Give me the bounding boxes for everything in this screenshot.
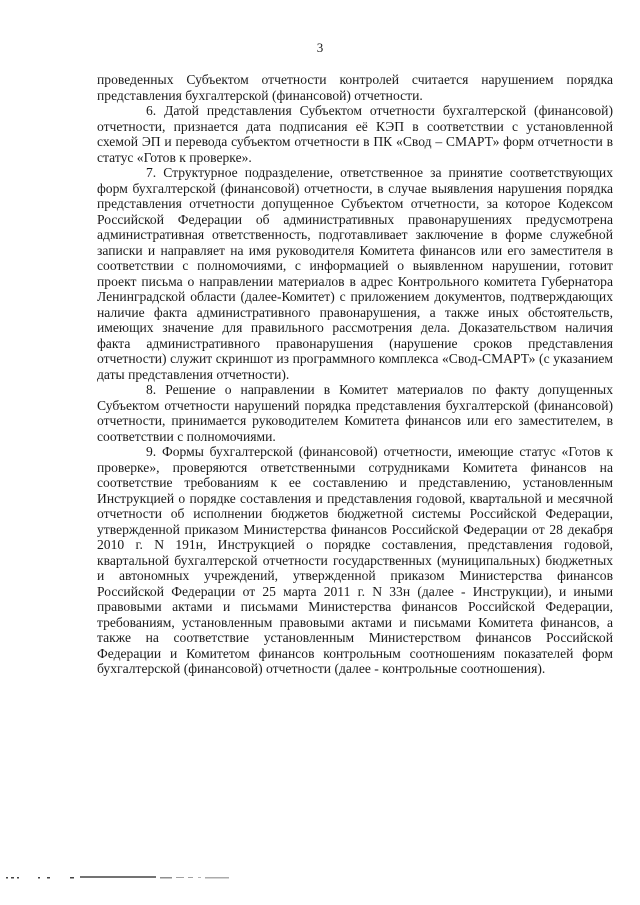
paragraph-6-date-of-submission: 6. Датой представления Субъектом отчетности бухгалтерской (финансовой) отчетности, признается дата подписания её КЭП в соответствии с установленной схемой ЭП и перевода субъектом отчетности в ПК «Свод – СМАРТ» форм отчетности в статус «Готов к проверке». [97, 103, 613, 165]
paragraph-continuation: проведенных Субъектом отчетности контролей считается нарушением порядка представления бухгалтерской (финансовой) отчетности. [97, 72, 613, 103]
paragraph-7-violation-handling: 7. Структурное подразделение, ответственное за принятие соответствующих форм бухгалтерской (финансовой) отчетности, в случае выявления нарушения порядка представления отчетности допущенное Субъектом отчетности, за которое Кодексом Российской Федерации об административных правонарушениях предусмотрена административная ответственность, подготавливает заключение в форме служебной записки и направляет на имя руководителя Комитета финансов или его заместителя в соответствии с полномочиями, с информацией о выявленном нарушении, готовит проект письма о направлении материалов в адрес Контрольного комитета Губернатора Ленинградской области (далее-Комитет) с приложением документов, подтверждающих наличие факта административного правонарушения, а также иных обстоятельств, имеющих значение для правильного рассмотрения дела. Доказательством наличия факта административного правонарушения (нарушение сроков представления отчетности) служит скриншот из программного комплекса «Свод-СМАРТ» (с указанием даты представления отчетности). [97, 165, 613, 382]
paragraph-9-form-verification: 9. Формы бухгалтерской (финансовой) отчетности, имеющие статус «Готов к проверке», проверяются ответственными сотрудниками Комитета финансов на соответствие требованиям к ее составлению и представлению, установленным Инструкцией о порядке составления и представления годовой, квартальной и месячной отчетности об исполнении бюджетов бюджетной системы Российской Федерации, утвержденной приказом Министерства финансов Российской Федерации от 28 декабря 2010 г. N 191н, Инструкцией о порядке составления, представления годовой, квартальной бухгалтерской отчетности государственных (муниципальных) бюджетных и автономных учреждений, утвержденной приказом Министерства финансов Российской Федерации от 25 марта 2011 г. N 33н (далее - Инструкции), и иными правовыми актами и письмами Министерства финансов Российской Федерации, требованиям, установленным правовыми актами и письмами Комитета финансов, а также на соответствие установленным Министерством финансов Российской Федерации и Комитетом финансов контрольным соотношениям показателей форм бухгалтерской (финансовой) отчетности (далее - контрольные соотношения). [97, 444, 613, 676]
page-number: 3 [316, 40, 324, 55]
document-body [97, 72, 613, 677]
scan-edge-artifacts [0, 872, 640, 884]
paragraph-8-decision-to-refer: 8. Решение о направлении в Комитет материалов по факту допущенных Субъектом отчетности нарушений порядка представления бухгалтерской (финансовой) отчетности, принимается руководителем Комитета финансов или его заместителем, в соответствии с полномочиями. [97, 382, 613, 444]
